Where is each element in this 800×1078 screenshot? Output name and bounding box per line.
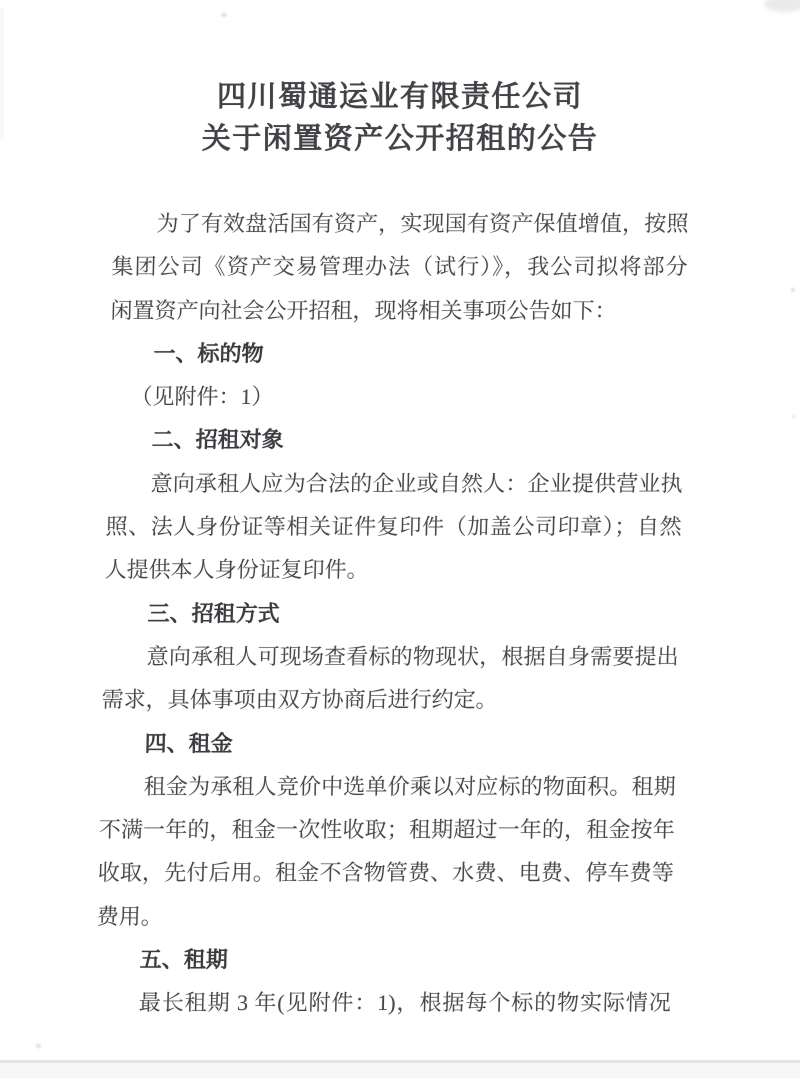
doc-line: 收取，先付后用。租金不含物管费、水费、电费、停车费等 <box>97 860 675 886</box>
document-title-line-2: 关于闲置资产公开招租的公告 <box>201 123 599 155</box>
doc-line: 照、法人身份证等相关证件复印件（加盖公司印章）；自然 <box>105 514 682 540</box>
scan-artifact <box>764 0 800 12</box>
document-title-line-1: 四川蜀通运业有限责任公司 <box>216 81 583 113</box>
page-bottom-edge <box>0 1060 800 1078</box>
scan-artifact <box>221 13 227 17</box>
doc-line: 人提供本人身份证复印件。 <box>104 557 369 583</box>
doc-line: 意向承租人可现场查看标的物现状，根据自身需要提出 <box>146 643 679 669</box>
scan-artifact <box>36 1044 41 1048</box>
doc-line: 集团公司《资产交易管理办法（试行）》，我公司拟将部分 <box>111 254 688 280</box>
scan-artifact <box>1 8 3 138</box>
section-heading-5: 五、租期 <box>139 947 229 973</box>
section-heading-1: 一、标的物 <box>153 340 264 366</box>
doc-line: 闲置资产向社会公开招租，现将相关事项公告如下： <box>110 297 617 323</box>
document-title <box>0 76 800 160</box>
doc-line: 租金为承租人竞价中选单价乘以对应标的物面积。租期 <box>143 773 677 799</box>
doc-line: 不满一年的，租金一次性收取；租期超过一年的，租金按年 <box>98 817 676 843</box>
doc-line: 费用。 <box>96 903 164 929</box>
scan-artifact <box>792 415 795 418</box>
section-heading-3: 三、招租方式 <box>147 600 280 626</box>
doc-line: 最长租期 3 年(见附件：1)，根据每个标的物实际情况 <box>138 990 672 1016</box>
document-body <box>94 202 689 1025</box>
attachment-ref-line: （见附件：1） <box>130 384 274 410</box>
doc-line: 需求，具体事项由双方协商后进行约定。 <box>101 687 499 713</box>
scan-artifact <box>791 288 795 292</box>
section-heading-2: 二、招租对象 <box>151 427 284 453</box>
doc-line: 为了有效盘活国有资产，实现国有资产保值增值，按照 <box>156 211 689 236</box>
section-heading-4: 四、租金 <box>144 730 234 756</box>
doc-line: 意向承租人应为合法的企业或自然人：企业提供营业执 <box>150 470 683 496</box>
